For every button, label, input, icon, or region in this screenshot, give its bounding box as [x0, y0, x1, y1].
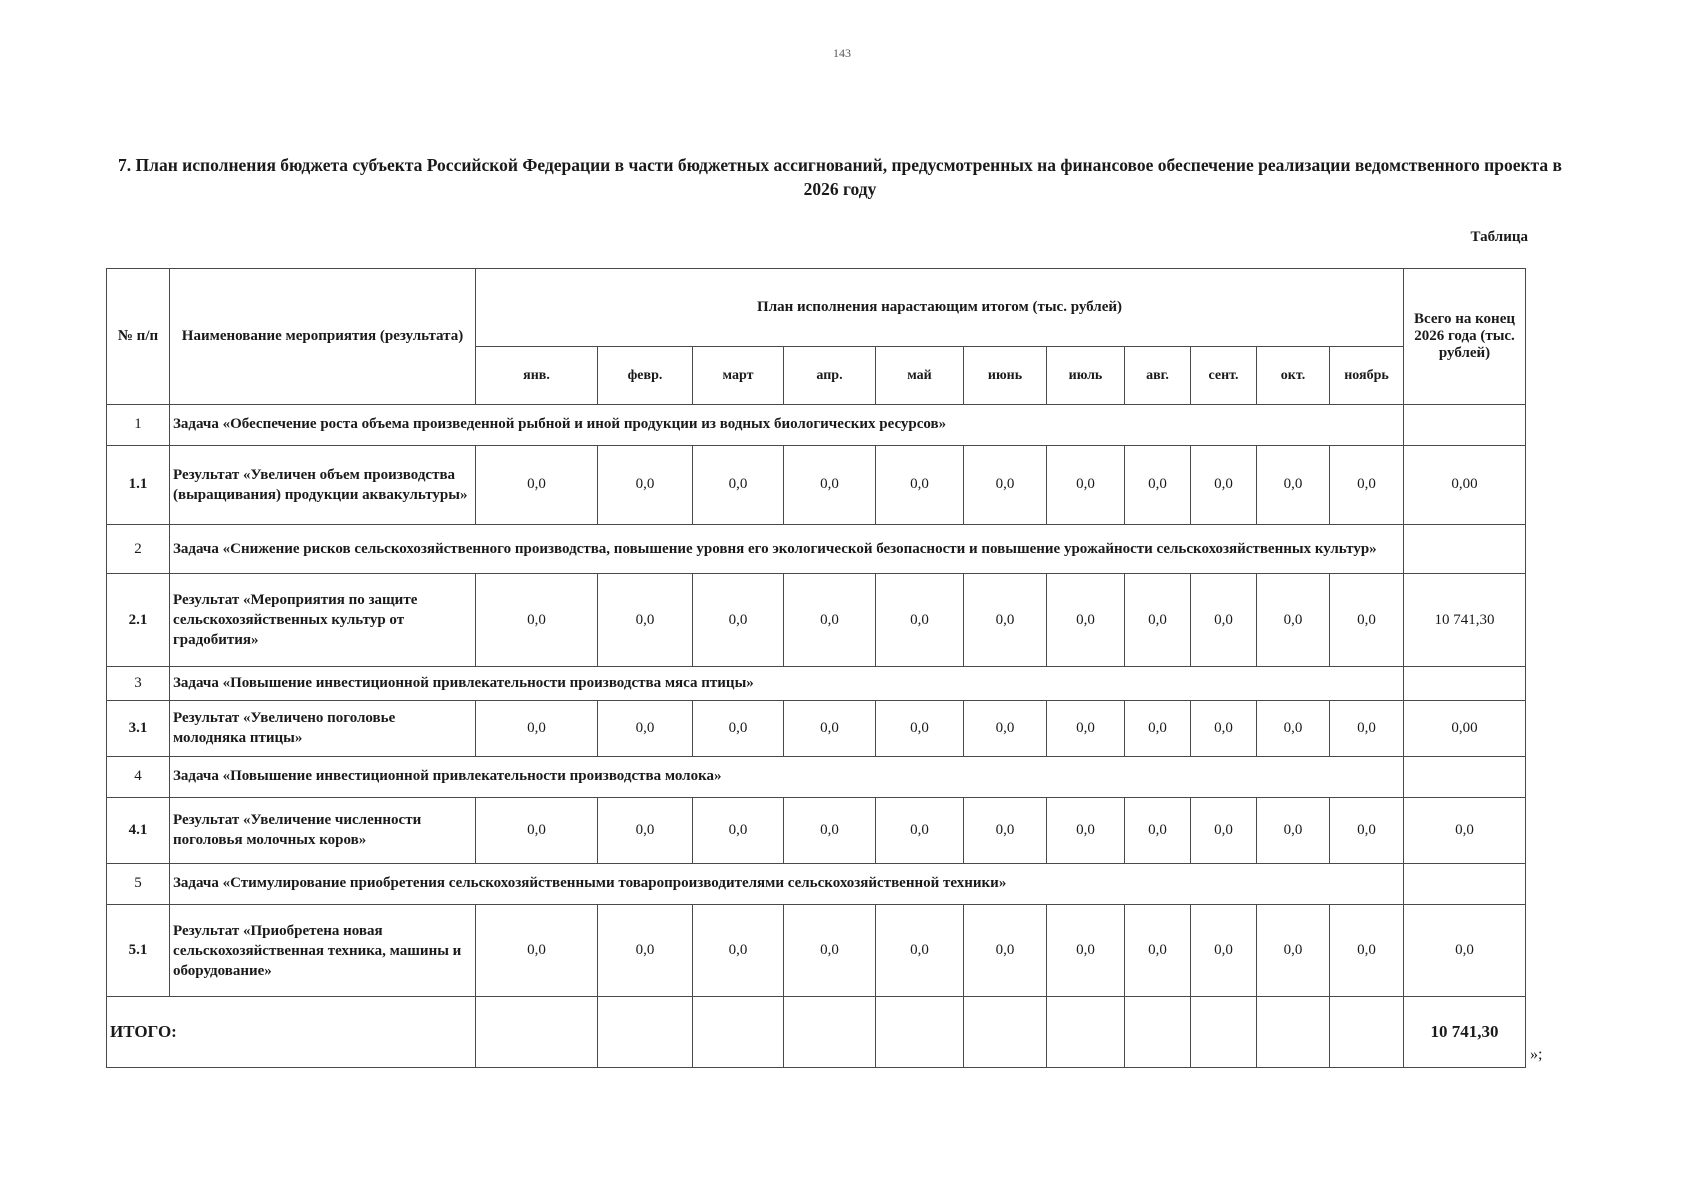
page-number: 143 [833, 46, 851, 60]
empty-cell [1404, 756, 1526, 797]
month-value: 0,0 [598, 701, 693, 757]
month-value: 0,0 [784, 701, 876, 757]
header-total: Всего на конец 2026 года (тыс. рублей) [1404, 269, 1526, 405]
total-label: ИТОГО: [107, 997, 476, 1068]
header-month: июнь [964, 347, 1047, 405]
result-name: Результат «Мероприятия по защите сельскохозяйственных культур от градобития» [170, 574, 476, 666]
month-value: 0,0 [1257, 574, 1330, 666]
month-value: 0,0 [598, 574, 693, 666]
header-month: май [876, 347, 964, 405]
month-value: 0,0 [1257, 701, 1330, 757]
task-name: Задача «Снижение рисков сельскохозяйственного производства, повышение уровня его экологической безопасности и повышение урожайности сельскохозяйственных культур» [170, 525, 1404, 574]
empty-cell [1404, 525, 1526, 574]
month-value: 0,0 [1047, 904, 1125, 996]
month-value: 0,0 [476, 574, 598, 666]
row-number: 1 [107, 405, 170, 446]
month-value: 0,0 [598, 797, 693, 864]
month-value: 0,0 [1257, 445, 1330, 524]
grand-total: 10 741,30 [1404, 997, 1526, 1068]
task-name: Задача «Повышение инвестиционной привлекательности производства мяса птицы» [170, 666, 1404, 700]
task-name: Задача «Повышение инвестиционной привлекательности производства молока» [170, 756, 1404, 797]
month-value: 0,0 [1191, 797, 1257, 864]
month-value: 0,0 [1125, 445, 1191, 524]
empty-cell [598, 997, 693, 1068]
month-value: 0,0 [784, 904, 876, 996]
empty-cell [1191, 997, 1257, 1068]
task-row [107, 405, 1526, 446]
header-plan: План исполнения нарастающим итогом (тыс. рублей) [476, 269, 1404, 347]
task-row [107, 666, 1526, 700]
month-value: 0,0 [693, 797, 784, 864]
month-value: 0,0 [693, 574, 784, 666]
month-value: 0,0 [476, 904, 598, 996]
row-number: 5 [107, 864, 170, 905]
result-name: Результат «Увеличено поголовье молодняка птицы» [170, 701, 476, 757]
month-value: 0,0 [598, 904, 693, 996]
result-name: Результат «Увеличен объем производства (выращивания) продукции аквакультуры» [170, 445, 476, 524]
month-value: 0,0 [964, 904, 1047, 996]
month-value: 0,0 [1191, 574, 1257, 666]
row-total: 10 741,30 [1404, 574, 1526, 666]
result-row [107, 701, 1526, 757]
row-number: 4 [107, 756, 170, 797]
month-value: 0,0 [598, 445, 693, 524]
month-value: 0,0 [476, 701, 598, 757]
row-total: 0,0 [1404, 797, 1526, 864]
month-value: 0,0 [1330, 904, 1404, 996]
budget-plan-table [106, 268, 1526, 1068]
month-value: 0,0 [1191, 904, 1257, 996]
total-row [107, 997, 1526, 1068]
empty-cell [1404, 405, 1526, 446]
month-value: 0,0 [876, 445, 964, 524]
month-value: 0,0 [693, 445, 784, 524]
month-value: 0,0 [784, 445, 876, 524]
header-name: Наименование мероприятия (результата) [170, 269, 476, 405]
empty-cell [876, 997, 964, 1068]
document-title: 7. План исполнения бюджета субъекта Российской Федерации в части бюджетных ассигнований, предусмотренных на финансовое обеспечение реализации ведомственного проекта в 2026 году [118, 155, 1562, 199]
month-value: 0,0 [1330, 701, 1404, 757]
month-value: 0,0 [964, 797, 1047, 864]
row-number: 1.1 [107, 445, 170, 524]
header-month: февр. [598, 347, 693, 405]
header-month: март [693, 347, 784, 405]
month-value: 0,0 [1191, 445, 1257, 524]
empty-cell [1125, 997, 1191, 1068]
task-row [107, 864, 1526, 905]
row-number: 3.1 [107, 701, 170, 757]
empty-cell [693, 997, 784, 1068]
month-value: 0,0 [1330, 445, 1404, 524]
month-value: 0,0 [1125, 701, 1191, 757]
month-value: 0,0 [1125, 574, 1191, 666]
row-number: 5.1 [107, 904, 170, 996]
month-value: 0,0 [1047, 445, 1125, 524]
month-value: 0,0 [1257, 797, 1330, 864]
row-number: 4.1 [107, 797, 170, 864]
result-row [107, 445, 1526, 524]
month-value: 0,0 [964, 701, 1047, 757]
task-name: Задача «Стимулирование приобретения сельскохозяйственными товаропроизводителями сельскохозяйственной техники» [170, 864, 1404, 905]
month-value: 0,0 [1125, 904, 1191, 996]
month-value: 0,0 [476, 445, 598, 524]
row-number: 2.1 [107, 574, 170, 666]
month-value: 0,0 [1047, 797, 1125, 864]
closing-quote-mark: »; [1530, 1046, 1543, 1063]
header-month: ноябрь [1330, 347, 1404, 405]
month-value: 0,0 [964, 445, 1047, 524]
header-num: № п/п [107, 269, 170, 405]
month-value: 0,0 [476, 797, 598, 864]
result-row [107, 904, 1526, 996]
result-row [107, 574, 1526, 666]
empty-cell [1330, 997, 1404, 1068]
month-value: 0,0 [876, 904, 964, 996]
month-value: 0,0 [1257, 904, 1330, 996]
month-value: 0,0 [784, 574, 876, 666]
task-row [107, 525, 1526, 574]
month-value: 0,0 [1191, 701, 1257, 757]
empty-cell [1404, 666, 1526, 700]
task-name: Задача «Обеспечение роста объема произведенной рыбной и иной продукции из водных биологических ресурсов» [170, 405, 1404, 446]
month-value: 0,0 [876, 797, 964, 864]
header-month: апр. [784, 347, 876, 405]
header-month: сент. [1191, 347, 1257, 405]
empty-cell [1047, 997, 1125, 1068]
row-total: 0,0 [1404, 904, 1526, 996]
month-value: 0,0 [964, 574, 1047, 666]
row-number: 2 [107, 525, 170, 574]
empty-cell [964, 997, 1047, 1068]
row-total: 0,00 [1404, 701, 1526, 757]
month-value: 0,0 [693, 701, 784, 757]
month-value: 0,0 [1047, 574, 1125, 666]
header-month: авг. [1125, 347, 1191, 405]
table-label: Таблица [1470, 229, 1528, 245]
result-name: Результат «Приобретена новая сельскохозяйственная техника, машины и оборудование» [170, 904, 476, 996]
header-month: июль [1047, 347, 1125, 405]
month-value: 0,0 [784, 797, 876, 864]
row-number: 3 [107, 666, 170, 700]
month-value: 0,0 [1330, 574, 1404, 666]
month-value: 0,0 [876, 701, 964, 757]
empty-cell [1257, 997, 1330, 1068]
result-row [107, 797, 1526, 864]
empty-cell [784, 997, 876, 1068]
task-row [107, 756, 1526, 797]
row-total: 0,00 [1404, 445, 1526, 524]
empty-cell [476, 997, 598, 1068]
header-month: окт. [1257, 347, 1330, 405]
month-value: 0,0 [876, 574, 964, 666]
month-value: 0,0 [1125, 797, 1191, 864]
empty-cell [1404, 864, 1526, 905]
header-month: янв. [476, 347, 598, 405]
month-value: 0,0 [1047, 701, 1125, 757]
month-value: 0,0 [1330, 797, 1404, 864]
result-name: Результат «Увеличение численности поголовья молочных коров» [170, 797, 476, 864]
month-value: 0,0 [693, 904, 784, 996]
